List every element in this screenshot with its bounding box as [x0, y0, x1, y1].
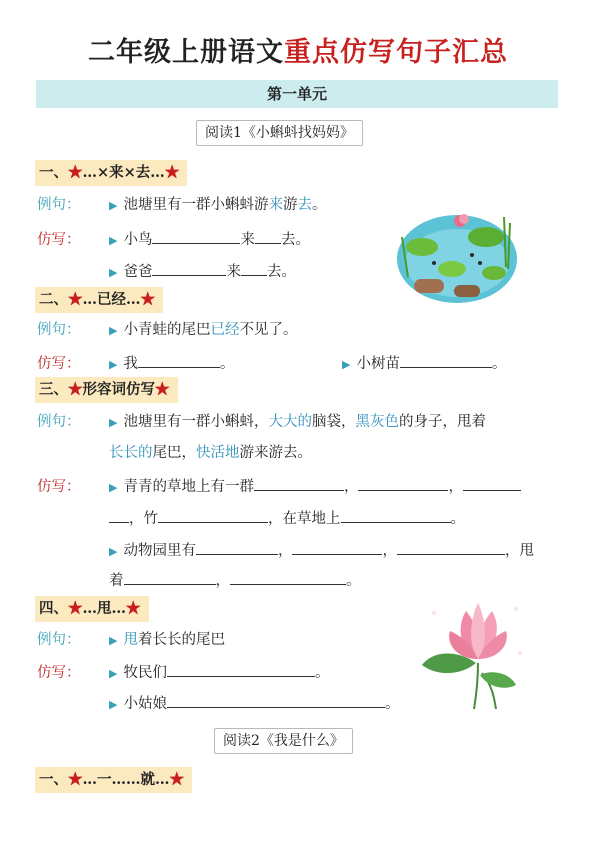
- imitate-row-3a: 仿写： ▶ 青青的草地上有一群 ， ，: [37, 476, 521, 498]
- answer-blank[interactable]: [196, 540, 278, 555]
- section-head-2: 二、★…已经…★: [35, 287, 163, 313]
- example-row-3a: 例句： ▶ 池塘里有一群小蝌蚪，大大的脑袋，黑灰色的身子，甩着: [37, 414, 486, 430]
- reading-title-2: 阅读2《我是什么》: [214, 728, 353, 754]
- star-icon: ★: [164, 164, 180, 181]
- page-title: [0, 30, 596, 69]
- answer-blank[interactable]: [358, 476, 448, 491]
- example-row-1: 例句： ▶ 池塘里有一群小蝌蚪游来游去。: [37, 197, 327, 213]
- pond-tadpole-illustration: [394, 207, 520, 305]
- answer-blank[interactable]: [463, 476, 521, 491]
- answer-blank[interactable]: [254, 476, 344, 491]
- answer-blank[interactable]: [138, 353, 220, 368]
- example-row-4: 例句： ▶ 甩着长长的尾巴: [37, 632, 225, 648]
- answer-blank[interactable]: [109, 508, 129, 523]
- answer-blank[interactable]: [152, 261, 226, 276]
- section-head-4: 四、★…甩…★: [35, 596, 149, 622]
- imitate-row-3d: 着 ， 。: [109, 570, 361, 591]
- imitate-row-4a: 仿写： ▶ 牧民们 。: [37, 662, 329, 684]
- title-part2: 重点仿写句子汇总: [284, 37, 508, 68]
- triangle-bullet-icon: ▶: [342, 358, 351, 371]
- section-head-5: 一、★…一……就…★: [35, 767, 192, 793]
- triangle-bullet-icon: ▶: [109, 234, 118, 247]
- triangle-bullet-icon: ▶: [109, 324, 118, 337]
- star-icon: ★: [68, 164, 83, 181]
- triangle-bullet-icon: ▶: [109, 481, 118, 494]
- star-icon: ★: [126, 600, 141, 617]
- star-icon: ★: [68, 600, 83, 617]
- triangle-bullet-icon: ▶: [109, 358, 118, 371]
- reading-title-1: 阅读1《小蝌蚪找妈妈》: [196, 120, 363, 146]
- answer-blank[interactable]: [341, 508, 451, 523]
- triangle-bullet-icon: ▶: [109, 416, 118, 429]
- star-icon: ★: [68, 381, 83, 398]
- answer-blank[interactable]: [167, 662, 315, 677]
- answer-blank[interactable]: [241, 261, 267, 276]
- star-icon: ★: [68, 771, 83, 788]
- answer-blank[interactable]: [400, 353, 492, 368]
- title-part1: 二年级上册语文: [88, 37, 284, 68]
- imitate-row-1a: 仿写： ▶ 小鸟 来 去。: [37, 229, 310, 251]
- answer-blank[interactable]: [230, 570, 346, 585]
- example-row-2: 例句： ▶ 小青蛙的尾巴已经不见了。: [37, 322, 298, 338]
- triangle-bullet-icon: ▶: [109, 266, 118, 279]
- section-head-1: 一、★…×来×去…★: [35, 160, 187, 186]
- lotus-flower-illustration: [420, 593, 532, 711]
- triangle-bullet-icon: ▶: [109, 698, 118, 711]
- unit-banner: 第一单元: [36, 80, 558, 108]
- section-head-3: 三、★形容词仿写★: [35, 377, 178, 403]
- imitate-row-3c: ▶ 动物园里有 ， ， ，甩: [109, 540, 534, 562]
- imitate-row-2b: ▶ 小树苗 。: [342, 353, 506, 375]
- answer-blank[interactable]: [167, 693, 385, 708]
- answer-blank[interactable]: [124, 570, 216, 585]
- triangle-bullet-icon: ▶: [109, 545, 118, 558]
- star-icon: ★: [155, 381, 170, 398]
- star-icon: ★: [140, 291, 155, 308]
- triangle-bullet-icon: ▶: [109, 634, 118, 647]
- imitate-row-2a: 仿写： ▶ 我 。: [37, 353, 234, 375]
- answer-blank[interactable]: [397, 540, 505, 555]
- imitate-row-1b: ▶ 爸爸 来 去。: [109, 261, 296, 283]
- answer-blank[interactable]: [255, 229, 281, 244]
- example-row-3b: 长长的尾巴，快活地游来游去。: [109, 445, 312, 461]
- triangle-bullet-icon: ▶: [109, 199, 118, 212]
- imitate-row-3b: ，竹 ，在草地上 。: [109, 508, 465, 529]
- triangle-bullet-icon: ▶: [109, 667, 118, 680]
- answer-blank[interactable]: [158, 508, 268, 523]
- answer-blank[interactable]: [152, 229, 240, 244]
- imitate-row-4b: ▶ 小姑娘 。: [109, 693, 399, 715]
- star-icon: ★: [68, 291, 83, 308]
- answer-blank[interactable]: [292, 540, 382, 555]
- star-icon: ★: [169, 771, 184, 788]
